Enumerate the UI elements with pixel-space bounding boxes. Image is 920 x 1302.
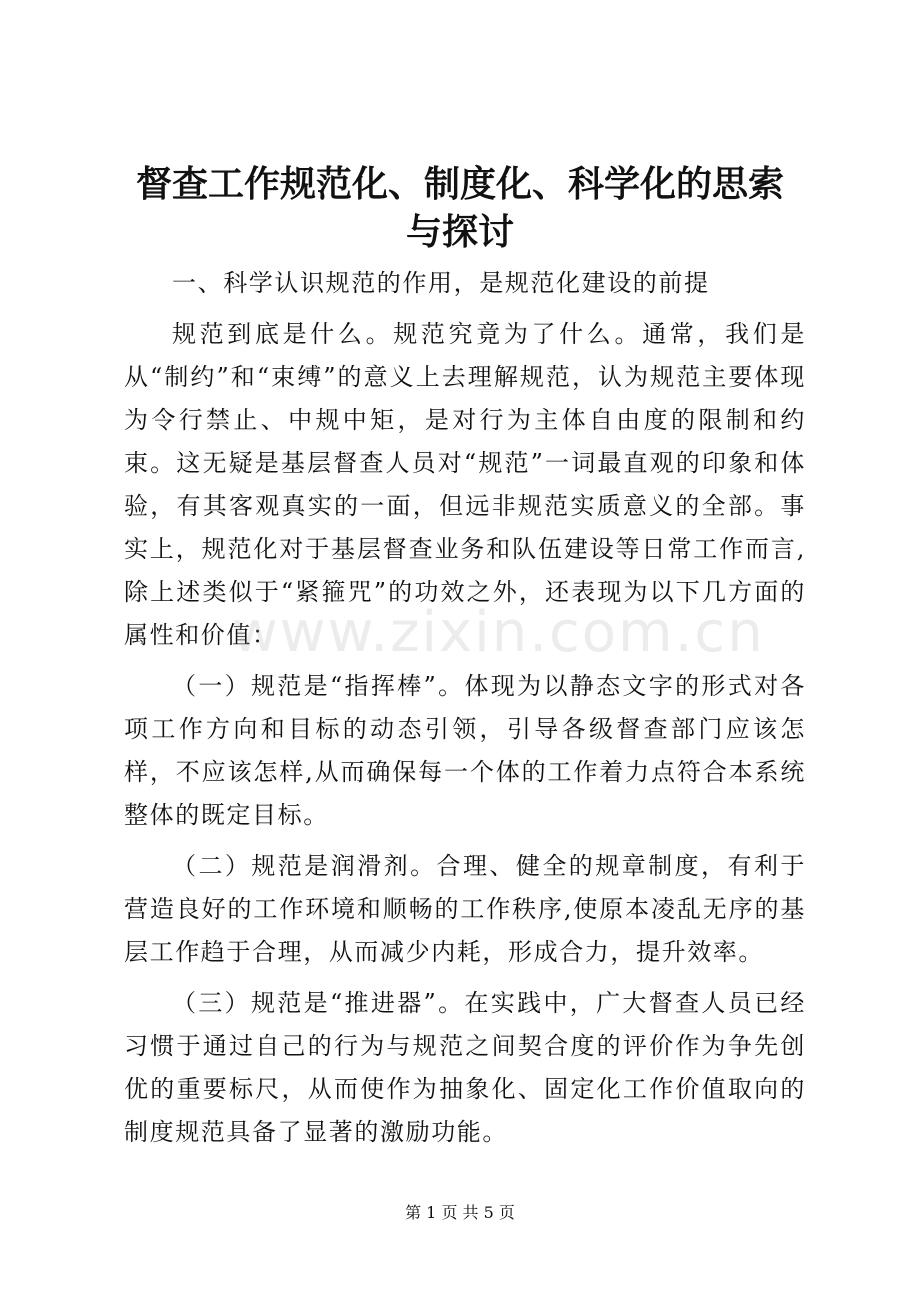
paragraph-point-2: （二）规范是润滑剂。合理、健全的规章制度，有利于营造良好的工作环境和顺畅的工作秩序,使原本凌乱无序的基层工作趋于合理，从而减少内耗，形成合力，提升效率。 <box>124 852 806 966</box>
paragraph-intro: 规范到底是什么。规范究竟为了什么。通常，我们是从“制约”和“束缚”的意义上去理解规范，认为规范主要体现为令行禁止、中规中矩，是对行为主体自由度的限制和约束。这无疑是基层督查人员对“规范”一词最直观的印象和体验，有其客观真实的一面，但远非规范实质意义的全部。事实上，规范化对于基层督查业务和队伍建设等日常工作而言,除上述类似于“紧箍咒”的功效之外，还表现为以下几方面的属性和价值： <box>124 320 806 649</box>
watermark: www.zixin.com.cn <box>232 600 765 665</box>
paragraph-point-1: （一）规范是“指挥棒”。体现为以静态文字的形式对各项工作方向和目标的动态引领，引导各级督查部门应该怎样，不应该怎样,从而确保每一个体的工作着力点符合本系统整体的既定目标。 <box>124 672 806 829</box>
page-footer: 第 1 页 共 5 页 <box>405 1203 515 1222</box>
document-title: 督查工作规范化、制度化、科学化的思索与探讨 <box>135 163 784 253</box>
paragraph-point-3: （三）规范是“推进器”。在实践中，广大督查人员已经习惯于通过自己的行为与规范之间契合度的评价作为争先创优的重要标尺，从而使作为抽象化、固定化工作价值取向的制度规范具备了显著的激励功能。 <box>124 989 806 1146</box>
section-heading: 一、科学认识规范的作用，是规范化建设的前提 <box>172 269 710 297</box>
document-body <box>124 262 806 1154</box>
